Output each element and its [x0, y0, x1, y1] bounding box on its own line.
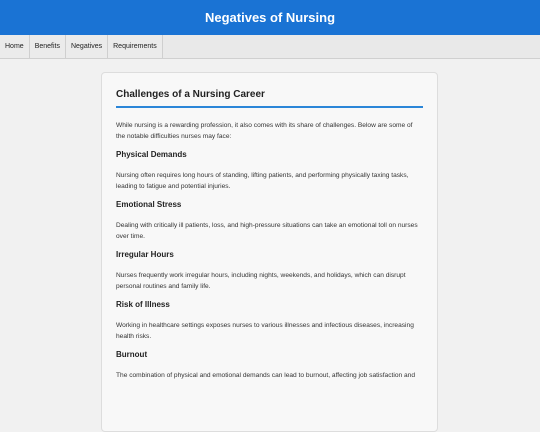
section-heading: Physical Demands [116, 150, 187, 159]
content-card [101, 72, 438, 432]
section-text: Working in healthcare settings exposes nurses to various illnesses and infectious diseases, increasing health risks. [116, 322, 414, 340]
nav-negatives[interactable]: Negatives [66, 35, 108, 58]
site-header [0, 0, 540, 35]
section-heading: Irregular Hours [116, 250, 174, 259]
section-heading: Emotional Stress [116, 200, 182, 209]
section-text: Nursing often requires long hours of standing, lifting patients, and performing physically taxing tasks, leading to fatigue and potential injuries. [116, 172, 409, 190]
nav-benefits[interactable]: Benefits [30, 35, 66, 58]
section-irregular-hours [116, 250, 423, 292]
section-text: Dealing with critically ill patients, loss, and high-pressure situations can take an emotional toll on nurses over time. [116, 222, 418, 240]
content-title: Challenges of a Nursing Career [116, 89, 423, 108]
section-text: Nurses frequently work irregular hours, including nights, weekends, and holidays, which can disrupt personal routines and family life. [116, 272, 406, 290]
nav-requirements[interactable]: Requirements [108, 35, 163, 58]
section-risk-of-illness [116, 300, 423, 342]
section-physical-demands [116, 150, 423, 192]
section-heading: Risk of Illness [116, 300, 170, 309]
section-heading: Burnout [116, 350, 148, 359]
top-nav [0, 35, 540, 59]
section-emotional-stress [116, 200, 423, 242]
intro-paragraph: While nursing is a rewarding profession, it also comes with its share of challenges. Below are some of the notable difficulties nurses may face: [116, 122, 413, 140]
nav-home[interactable]: Home [0, 35, 30, 58]
site-title: Negatives of Nursing [204, 10, 336, 25]
section-text: The combination of physical and emotional demands can lead to burnout, affecting job satisfaction and [116, 372, 415, 379]
section-burnout [116, 350, 423, 381]
